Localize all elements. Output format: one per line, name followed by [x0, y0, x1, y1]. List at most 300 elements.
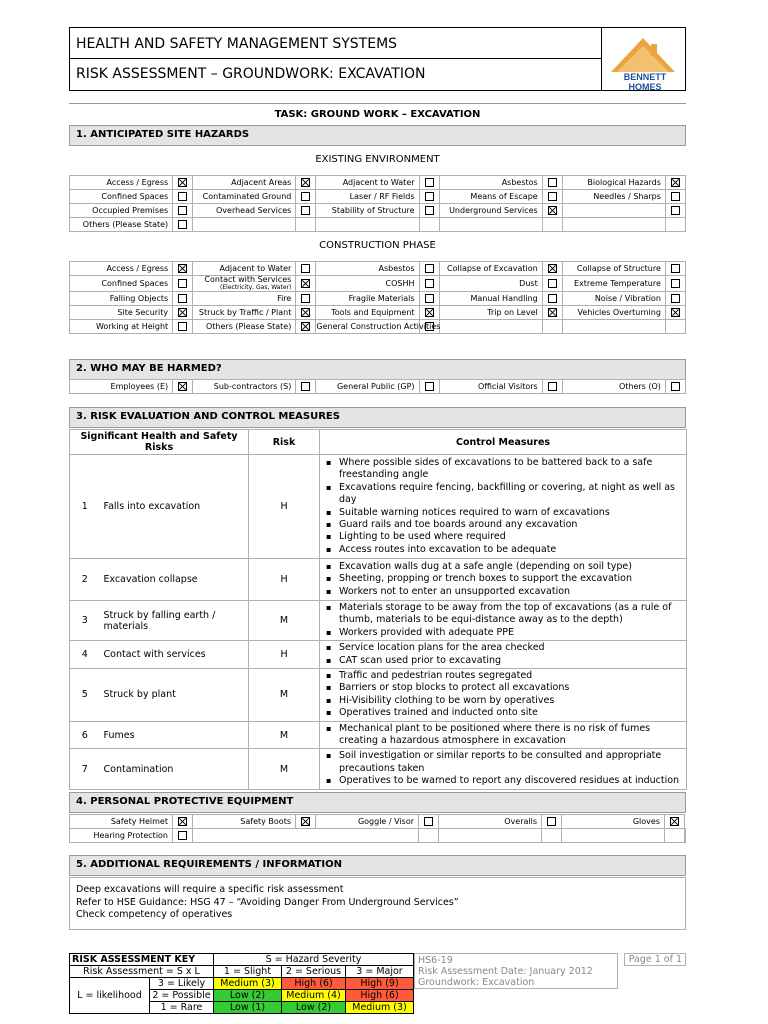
hazard-label	[562, 815, 665, 829]
hazard-label	[193, 190, 296, 204]
control-measure-item: ▪ Workers not to enter an unsupported excavation	[339, 586, 685, 598]
checkbox-icon[interactable]	[178, 294, 187, 303]
key-cell: High (6)	[282, 978, 346, 990]
additional-info-text	[76, 884, 459, 922]
hazard-label	[193, 320, 296, 334]
risk-hazard: Contamination	[100, 749, 249, 789]
checkbox-icon[interactable]	[178, 220, 187, 229]
hazard-label-text: Falling Objects	[109, 294, 169, 303]
hazard-label	[439, 262, 542, 276]
checkbox-cell	[542, 190, 562, 204]
hazard-label	[439, 176, 542, 190]
hazard-label	[70, 380, 173, 394]
hazard-label	[70, 218, 173, 232]
checkbox-cell	[296, 218, 316, 232]
risk-row	[70, 455, 687, 559]
construction-phase-heading: CONSTRUCTION PHASE	[319, 240, 436, 251]
checkbox-cell	[439, 829, 542, 843]
key-cell: Low (1)	[214, 1002, 282, 1014]
hazard-label-text: Safety Boots	[240, 817, 291, 826]
hazard-label	[562, 190, 665, 204]
hazard-label-text: Adjacent Areas	[231, 178, 292, 187]
hazard-label	[193, 176, 296, 190]
hazard-label	[70, 306, 173, 320]
checkbox-cell	[542, 306, 562, 320]
checkbox-icon[interactable]	[425, 382, 434, 391]
hazard-label-text: Trip on Level	[487, 308, 538, 317]
risk-number: 5	[70, 669, 100, 722]
hazard-label-text: Collapse of Structure	[576, 264, 661, 273]
control-measures	[320, 721, 687, 749]
hazard-label	[70, 829, 173, 843]
checkbox-cell	[173, 815, 193, 829]
checkbox-cell	[542, 218, 562, 232]
severity-heading: S = Hazard Severity	[214, 954, 414, 966]
hazard-label	[316, 320, 441, 334]
checkbox-cell	[173, 380, 193, 394]
risk-row	[70, 749, 687, 789]
checkbox-cell	[542, 204, 562, 218]
assessment-date: Risk Assessment Date: January 2012	[418, 966, 593, 977]
risk-level: M	[249, 601, 320, 641]
key-cell: High (9)	[346, 978, 414, 990]
checkbox-cell	[542, 380, 562, 394]
hazard-label-text: Manual Handling	[470, 294, 538, 303]
checked-checkbox-icon[interactable]	[301, 178, 310, 187]
checkbox-icon[interactable]	[178, 192, 187, 201]
hazard-label-text: Overhead Services	[215, 206, 292, 215]
checkbox-icon[interactable]	[425, 322, 434, 331]
checkbox-cell	[296, 276, 316, 292]
checked-checkbox-icon[interactable]	[670, 817, 679, 826]
hazard-label	[562, 204, 665, 218]
checkbox-cell	[296, 815, 316, 829]
checkbox-cell	[419, 815, 439, 829]
checkbox-icon[interactable]	[178, 322, 187, 331]
empty-cell	[193, 218, 296, 232]
hazard-label-text: Goggle / Visor	[357, 817, 414, 826]
info-line: Check competency of operatives	[76, 909, 233, 921]
checkbox-icon[interactable]	[178, 831, 187, 840]
hazard-label	[562, 380, 665, 394]
checkbox-cell	[419, 262, 439, 276]
section-3-heading: 3. RISK EVALUATION AND CONTROL MEASURES	[69, 407, 686, 428]
risk-evaluation-table	[69, 429, 687, 790]
hazard-label	[316, 176, 419, 190]
checkbox-icon[interactable]	[671, 382, 680, 391]
controls-column-header: Control Measures	[320, 430, 687, 455]
checkbox-icon[interactable]	[548, 279, 557, 288]
hazard-label	[193, 204, 296, 218]
checkbox-cell	[419, 306, 439, 320]
checked-checkbox-icon[interactable]	[178, 178, 187, 187]
control-measure-item: ▪ Access routes into excavation to be adequate	[339, 544, 685, 556]
checkbox-cell	[173, 262, 193, 276]
hazard-label	[316, 306, 419, 320]
control-measure-item: ▪ Mechanical plant to be positioned where there is no risk of fumes creating a hazardous atmosphere in excavation	[339, 723, 685, 748]
hazard-label-text: Site Security	[117, 308, 169, 317]
checkbox-icon[interactable]	[425, 279, 434, 288]
checkbox-cell	[296, 306, 316, 320]
control-measure-item: ▪ Soil investigation or similar reports to be consulted and appropriate precautions taken	[339, 750, 685, 775]
checkbox-icon[interactable]	[671, 264, 680, 273]
hazard-label-text: Gloves	[632, 817, 660, 826]
likelihood-row-label: 1 = Rare	[150, 1002, 214, 1014]
checkbox-icon[interactable]	[425, 178, 434, 187]
control-measures	[320, 559, 687, 601]
checkbox-cell	[296, 204, 316, 218]
hazard-label	[316, 276, 419, 292]
hazard-label-text: Access / Egress	[106, 264, 169, 273]
checkbox-icon[interactable]	[548, 294, 557, 303]
risk-level: H	[249, 641, 320, 669]
checked-checkbox-icon[interactable]	[671, 308, 680, 317]
empty-cell	[665, 829, 685, 843]
hazard-label	[193, 292, 296, 306]
empty-cell	[542, 829, 562, 843]
risk-hazard: Falls into excavation	[100, 455, 249, 559]
empty-cell	[439, 320, 542, 334]
checkbox-cell	[665, 176, 685, 190]
hazard-label-text: Others (Please State)	[205, 322, 292, 331]
key-cell: Medium (3)	[214, 978, 282, 990]
hazard-label-text: Stability of Structure	[331, 206, 415, 215]
checkbox-icon[interactable]	[425, 264, 434, 273]
checkbox-cell	[542, 262, 562, 276]
task-title: TASK: GROUND WORK – EXCAVATION	[274, 109, 481, 120]
hazard-label	[562, 176, 665, 190]
key-cell: Low (2)	[214, 990, 282, 1002]
risk-level: M	[249, 721, 320, 749]
checkbox-cell	[419, 292, 439, 306]
hazard-label	[316, 262, 419, 276]
hazard-label	[316, 815, 419, 829]
risk-level: H	[249, 455, 320, 559]
hazard-label-text: General Public (GP)	[336, 382, 415, 391]
checkbox-cell	[542, 320, 562, 334]
hazard-label-text: Overalls	[504, 817, 537, 826]
checked-checkbox-icon[interactable]	[671, 178, 680, 187]
checkbox-icon[interactable]	[178, 206, 187, 215]
empty-cell	[316, 218, 419, 232]
hazard-label-text: Hearing Protection	[93, 831, 168, 840]
hazard-label-text: Collapse of Excavation	[447, 264, 538, 273]
checkbox-icon[interactable]	[425, 206, 434, 215]
hazard-label	[439, 276, 542, 292]
hazard-label	[439, 292, 542, 306]
checkbox-icon[interactable]	[425, 192, 434, 201]
control-measures	[320, 749, 687, 789]
risk-level: M	[249, 749, 320, 789]
document-name: Groundwork: Excavation	[418, 977, 535, 988]
hazard-label-text: Fire	[277, 294, 292, 303]
control-measure-item: ▪ Hi-Visibility clothing to be worn by operatives	[339, 695, 685, 707]
severity-col: 1 = Slight	[214, 966, 282, 978]
checkbox-cell	[296, 320, 316, 334]
checked-checkbox-icon[interactable]	[548, 308, 557, 317]
risk-hazard: Contact with services	[100, 641, 249, 669]
control-measure-item: ▪ CAT scan used prior to excavating	[339, 655, 685, 667]
checkbox-cell	[173, 190, 193, 204]
risk-hazard: Struck by falling earth / materials	[100, 601, 249, 641]
hazard-label	[562, 306, 665, 320]
hazard-label-text: Extreme Temperature	[574, 279, 661, 288]
hazard-label	[439, 380, 542, 394]
empty-cell	[562, 320, 665, 334]
hazard-label	[439, 204, 542, 218]
hazard-label-text: Employees (E)	[110, 382, 169, 391]
hazard-label	[439, 306, 542, 320]
hazard-label	[193, 829, 419, 843]
existing-environment-heading: EXISTING ENVIRONMENT	[315, 154, 440, 165]
section-1-heading: 1. ANTICIPATED SITE HAZARDS	[69, 125, 686, 146]
risk-row	[70, 601, 687, 641]
key-cell: High (6)	[346, 990, 414, 1002]
hazard-label	[70, 276, 173, 292]
risk-number: 1	[70, 455, 100, 559]
hazard-label-text: General Construction Activities	[316, 322, 441, 331]
severity-col: 3 = Major	[346, 966, 414, 978]
checkbox-cell	[296, 292, 316, 306]
control-measure-item: ▪ Barriers or stop blocks to protect all excavations	[339, 682, 685, 694]
checkbox-icon[interactable]	[671, 279, 680, 288]
hazard-label-text: Adjacent to Water	[219, 264, 292, 273]
checkbox-cell	[419, 190, 439, 204]
checkbox-icon[interactable]	[671, 294, 680, 303]
checkbox-icon[interactable]	[424, 817, 433, 826]
control-measure-item: ▪ Suitable warning notices required to warn of excavations	[339, 507, 685, 519]
hazard-label-text: Confined Spaces	[101, 192, 169, 201]
logo-text: BENNETT HOMES	[623, 72, 667, 92]
risk-hazard: Fumes	[100, 721, 249, 749]
checked-checkbox-icon[interactable]	[425, 308, 434, 317]
checkbox-cell	[562, 829, 665, 843]
document-header	[69, 27, 686, 91]
hazard-label-text: Others (Please State)	[82, 220, 169, 229]
risk-assessment-key	[69, 953, 414, 1014]
checkbox-cell	[173, 829, 193, 843]
header-divider	[69, 103, 686, 104]
checkbox-cell	[419, 380, 439, 394]
control-measures	[320, 601, 687, 641]
document-reference-box	[414, 953, 618, 989]
risk-number: 7	[70, 749, 100, 789]
checkbox-cell	[173, 276, 193, 292]
checkbox-cell	[665, 204, 685, 218]
control-measures	[320, 641, 687, 669]
checkbox-cell	[665, 380, 685, 394]
checkbox-cell	[665, 306, 685, 320]
checkbox-cell	[665, 320, 685, 334]
checkbox-cell	[685, 829, 686, 843]
existing-hazards-table	[69, 175, 686, 232]
checkbox-cell	[665, 262, 685, 276]
info-line: Deep excavations will require a specific risk assessment	[76, 884, 344, 895]
control-measure-item: ▪ Excavation walls dug at a safe angle (depending on soil type)	[339, 561, 685, 573]
hazard-label-text: Dust	[519, 279, 538, 288]
empty-cell	[562, 218, 665, 232]
severity-col: 2 = Serious	[282, 966, 346, 978]
key-title: RISK ASSESSMENT KEY	[70, 954, 214, 966]
control-measure-item: ▪ Workers provided with adequate PPE	[339, 627, 685, 639]
checkbox-cell	[665, 276, 685, 292]
control-measure-item: ▪ Lighting to be used where required	[339, 531, 685, 543]
risk-row	[70, 641, 687, 669]
checkbox-cell	[296, 262, 316, 276]
page-number: Page 1 of 1	[624, 953, 686, 966]
additional-info-box	[69, 877, 686, 930]
checkbox-icon[interactable]	[548, 192, 557, 201]
hazard-label	[562, 262, 665, 276]
hazard-label-text: Others (O)	[618, 382, 661, 391]
risk-row	[70, 559, 687, 601]
checkbox-cell	[296, 380, 316, 394]
hazard-label-text: Confined Spaces	[101, 279, 169, 288]
risk-row	[70, 669, 687, 722]
likelihood-row-label: 3 = Likely	[150, 978, 214, 990]
hazard-label	[70, 262, 173, 276]
checkbox-icon[interactable]	[301, 382, 310, 391]
document-title: HEALTH AND SAFETY MANAGEMENT SYSTEMS	[70, 28, 602, 59]
who-harmed-table	[69, 379, 686, 394]
checkbox-icon[interactable]	[301, 294, 310, 303]
hazard-label-text: Safety Helmet	[110, 817, 168, 826]
construction-hazards-table	[69, 261, 686, 334]
checked-checkbox-icon[interactable]	[301, 308, 310, 317]
checkbox-icon[interactable]	[671, 206, 680, 215]
hazard-label	[193, 815, 296, 829]
control-measure-item: ▪ Excavations require fencing, backfilling or covering, at night as well as day	[339, 482, 685, 507]
info-line: Refer to HSE Guidance: HSG 47 – “Avoiding Danger From Underground Services”	[76, 896, 459, 908]
checkbox-cell	[296, 176, 316, 190]
checkbox-icon[interactable]	[548, 178, 557, 187]
document-subtitle: RISK ASSESSMENT – GROUNDWORK: EXCAVATION	[70, 59, 602, 90]
control-measure-item: ▪ Where possible sides of excavations to be battered back to a safe freestanding angle	[339, 457, 685, 482]
hazard-label-text: Fragile Materials	[348, 294, 415, 303]
hazard-label	[193, 262, 296, 276]
hazard-label	[70, 292, 173, 306]
hazard-label-text: Sub-contractors (S)	[213, 382, 292, 391]
checkbox-icon[interactable]	[301, 206, 310, 215]
control-measure-item: ▪ Service location plans for the area checked	[339, 642, 685, 654]
checkbox-icon[interactable]	[548, 382, 557, 391]
checkbox-cell	[173, 292, 193, 306]
hazard-label	[316, 190, 419, 204]
risk-number: 3	[70, 601, 100, 641]
hazard-label	[562, 276, 665, 292]
checkbox-icon[interactable]	[301, 264, 310, 273]
hazard-label	[70, 204, 173, 218]
empty-cell	[439, 218, 542, 232]
hazard-label-text: Official Visitors	[478, 382, 538, 391]
checkbox-cell	[173, 320, 193, 334]
checkbox-cell	[419, 204, 439, 218]
empty-cell	[419, 829, 439, 843]
hazard-label-text: Occupied Premises	[92, 206, 169, 215]
hazard-label	[193, 306, 296, 320]
section-5-heading: 5. ADDITIONAL REQUIREMENTS / INFORMATION	[69, 855, 686, 876]
checkbox-cell	[173, 306, 193, 320]
risk-number: 2	[70, 559, 100, 601]
hazard-label	[193, 276, 296, 292]
hazard-label-text: Working at Height	[95, 322, 169, 331]
control-measure-item: ▪ Operatives to be warned to report any discovered residues at induction	[339, 775, 685, 787]
checkbox-cell	[665, 218, 685, 232]
likelihood-label: L = likelihood	[70, 978, 150, 1014]
hazard-label	[439, 190, 542, 204]
hazard-label-text: Asbestos	[501, 178, 538, 187]
hazard-label-text: Noise / Vibration	[594, 294, 661, 303]
hazard-label	[70, 190, 173, 204]
checked-checkbox-icon[interactable]	[301, 322, 310, 331]
hazard-label	[70, 176, 173, 190]
checked-checkbox-icon[interactable]	[178, 382, 187, 391]
control-measure-item: ▪ Traffic and pedestrian routes segregated	[339, 670, 685, 682]
checked-checkbox-icon[interactable]	[178, 308, 187, 317]
checkbox-icon[interactable]	[547, 817, 556, 826]
risk-number: 6	[70, 721, 100, 749]
hazard-label-text: Contact with Services	[204, 275, 292, 284]
risk-row	[70, 721, 687, 749]
hazard-label-text: Contaminated Ground	[202, 192, 292, 201]
checked-checkbox-icon[interactable]	[178, 817, 187, 826]
risk-column-header: Risk	[249, 430, 320, 455]
hazard-label	[70, 320, 173, 334]
checkbox-cell	[173, 218, 193, 232]
section-4-heading: 4. PERSONAL PROTECTIVE EQUIPMENT	[69, 792, 686, 813]
checkbox-cell	[665, 190, 685, 204]
hazard-label	[316, 204, 419, 218]
key-cell: Medium (4)	[282, 990, 346, 1002]
control-measure-item: ▪ Sheeting, propping or trench boxes to support the excavation	[339, 573, 685, 585]
checked-checkbox-icon[interactable]	[301, 279, 310, 288]
hazard-label	[439, 815, 542, 829]
checkbox-cell	[665, 292, 685, 306]
hazard-label-text: Adjacent to Water	[342, 178, 415, 187]
hazard-label	[193, 380, 296, 394]
risk-level: M	[249, 669, 320, 722]
checked-checkbox-icon[interactable]	[548, 206, 557, 215]
company-logo	[603, 28, 686, 90]
checkbox-cell	[542, 815, 562, 829]
hazard-label-text: Underground Services	[449, 206, 538, 215]
checkbox-icon[interactable]	[301, 192, 310, 201]
hazard-label-text: Biological Hazards	[587, 178, 661, 187]
checked-checkbox-icon[interactable]	[178, 264, 187, 273]
control-measure-item: ▪ Guard rails and toe boards around any excavation	[339, 519, 685, 531]
ppe-table	[69, 814, 686, 843]
control-measures	[320, 455, 687, 559]
risk-hazard: Struck by plant	[100, 669, 249, 722]
hazard-label-text: Means of Escape	[470, 192, 538, 201]
checked-checkbox-icon[interactable]	[548, 264, 557, 273]
hazard-column-header: Significant Health and Safety Risks	[70, 430, 249, 455]
checkbox-cell	[296, 190, 316, 204]
checkbox-icon[interactable]	[425, 294, 434, 303]
hazard-label-text: Tools and Equipment	[331, 308, 415, 317]
checkbox-icon[interactable]	[178, 279, 187, 288]
risk-formula: Risk Assessment = S x L	[70, 966, 214, 978]
hazard-label-text: COSHH	[385, 279, 415, 288]
control-measures	[320, 669, 687, 722]
doc-ref: HS6-19	[418, 955, 453, 966]
risk-number: 4	[70, 641, 100, 669]
control-measure-item: ▪ Materials storage to be away from the top of excavations (as a rule of thumb, materials to be equi-distance away as to the depth)	[339, 602, 685, 627]
risk-level: H	[249, 559, 320, 601]
checkbox-icon[interactable]	[671, 192, 680, 201]
hazard-label	[316, 292, 419, 306]
checked-checkbox-icon[interactable]	[301, 817, 310, 826]
